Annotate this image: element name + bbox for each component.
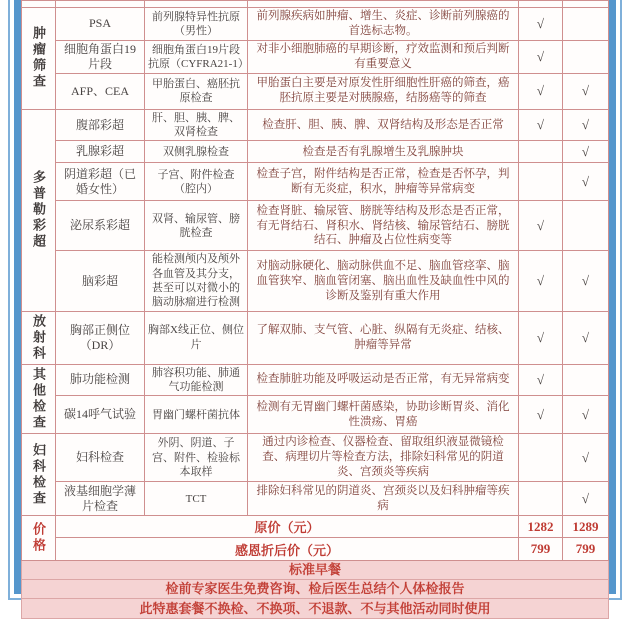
- subitem-cell: 细胞角蛋白19片段抗原（CYFRA21-1）: [145, 40, 248, 73]
- table-row: [22, 163, 609, 201]
- item-cell: 细胞角蛋白19片段: [56, 40, 145, 73]
- description-cell: 对脑动脉硬化、脑动脉供血不足、脑血管痉挛、脑血管狭窄、脑血管闭塞、脑出血性及缺血性中风的诊断及鉴别有重大作用: [248, 251, 519, 311]
- item-cell: AFP、CEA: [56, 73, 145, 109]
- check-icon: [519, 434, 563, 482]
- description-cell: 检查子宫，附件结构是否正常，检查是否怀孕，判断有无炎症，积水，肿瘤等异常病变: [248, 163, 519, 201]
- item-cell: PSA: [56, 8, 145, 41]
- check-icon: √: [563, 73, 609, 109]
- footer-band-terms: 此特惠套餐不换检、不换项、不退款、不与其他活动同时使用: [22, 598, 609, 618]
- description-cell: 检测有无胃幽门螺杆菌感染，协助诊断胃炎、消化性溃疡、胃癌: [248, 396, 519, 434]
- check-icon: √: [519, 364, 563, 396]
- item-cell: 肺功能检测: [56, 364, 145, 396]
- table-row: [22, 40, 609, 73]
- description-cell: 排除妇科常见的阴道炎、宫颈炎以及妇科肿瘤等疾病: [248, 482, 519, 516]
- table-row: [22, 516, 609, 538]
- check-icon: √: [519, 251, 563, 311]
- check-icon: √: [563, 311, 609, 364]
- description-cell: 前列腺疾病如肿瘤、增生、炎症、诊断前列腺癌的首选标志物。: [248, 8, 519, 41]
- item-cell: [56, 1, 145, 8]
- check-icon: √: [563, 251, 609, 311]
- table-row: [22, 8, 609, 41]
- discount-price-label: 感恩折后价（元）: [56, 538, 519, 561]
- item-cell: 碳14呼气试验: [56, 396, 145, 434]
- subitem-cell: 胃幽门螺杆菌抗体: [145, 396, 248, 434]
- subitem-cell: 能检测颅内及颅外各血管及其分支，甚至可以对微小的脑动脉瘤进行检测: [145, 251, 248, 311]
- subitem-cell: 子宫、附件检查（腔内）: [145, 163, 248, 201]
- subitem-cell: TCT: [145, 482, 248, 516]
- subitem-cell: 外阴、阴道、子宫、附件、检验标本取样: [145, 434, 248, 482]
- description-cell: 检查肾脏、输尿管、膀胱等结构及形态是否正常，有无肾结石、肾积水、肾结核、输尿管结石、膀胱结石、肿瘤及占位性病变等: [248, 201, 519, 251]
- item-cell: 妇科检查: [56, 434, 145, 482]
- table-row: [22, 1, 609, 8]
- item-cell: 乳腺彩超: [56, 141, 145, 163]
- checkup-items-table: [21, 0, 609, 619]
- subitem-cell: [145, 1, 248, 8]
- table-row: [22, 482, 609, 516]
- check-icon: √: [563, 396, 609, 434]
- check-icon: √: [563, 163, 609, 201]
- original-price-package2: 1289: [563, 516, 609, 538]
- item-cell: 阴道彩超（已婚女性）: [56, 163, 145, 201]
- table-row: [22, 109, 609, 141]
- check-icon: [563, 8, 609, 41]
- description-cell: 对非小细胞肺癌的早期诊断，疗效监测和预后判断有重要意义: [248, 40, 519, 73]
- category-cell-tumor-screening: 肿瘤筛查: [22, 8, 56, 110]
- table-row: [22, 364, 609, 396]
- check-icon: [563, 201, 609, 251]
- checkup-table-wrap: [21, 0, 609, 616]
- description-cell: [248, 1, 519, 8]
- table-row: [22, 579, 609, 598]
- description-cell: 了解双肺、支气管、心脏、纵隔有无炎症、结核、肿瘤等异常: [248, 311, 519, 364]
- table-row: [22, 73, 609, 109]
- check-icon: √: [563, 141, 609, 163]
- subitem-cell: 双侧乳腺检查: [145, 141, 248, 163]
- check-icon: [519, 141, 563, 163]
- item-cell: 脑彩超: [56, 251, 145, 311]
- item-cell: 腹部彩超: [56, 109, 145, 141]
- table-row: [22, 396, 609, 434]
- check-icon: √: [563, 434, 609, 482]
- description-cell: 甲胎蛋白主要是对原发性肝细胞性肝癌的筛查，癌胚抗原主要是对胰腺癌，结肠癌等的筛查: [248, 73, 519, 109]
- footer-band-breakfast: 标准早餐: [22, 561, 609, 580]
- footer-band-consult: 检前专家医生免费咨询、检后医生总结个人体检报告: [22, 579, 609, 598]
- check-icon: √: [519, 109, 563, 141]
- subitem-cell: 胸部X线正位、侧位片: [145, 311, 248, 364]
- category-cell-radiology: 放射科: [22, 311, 56, 364]
- item-cell: 泌尿系彩超: [56, 201, 145, 251]
- category-cell-doppler-ultrasound: 多普勒彩超: [22, 109, 56, 311]
- check-icon: √: [519, 311, 563, 364]
- check-icon: √: [519, 8, 563, 41]
- table-row: [22, 598, 609, 618]
- check-cell-package1: [519, 1, 563, 8]
- description-cell: 检查是否有乳腺增生及乳腺肿块: [248, 141, 519, 163]
- table-row: [22, 434, 609, 482]
- check-icon: [563, 40, 609, 73]
- item-cell: 胸部正侧位（DR）: [56, 311, 145, 364]
- table-row: [22, 561, 609, 580]
- category-cell-gynecology: 妇科检查: [22, 434, 56, 516]
- subitem-cell: 肝、胆、胰、脾、双肾检查: [145, 109, 248, 141]
- discount-price-package2: 799: [563, 538, 609, 561]
- subitem-cell: 双肾、输尿管、膀胱检查: [145, 201, 248, 251]
- check-icon: [563, 364, 609, 396]
- description-cell: 检查肺脏功能及呼吸运动是否正常，有无异常病变: [248, 364, 519, 396]
- category-cell-other-exams: 其他检查: [22, 364, 56, 434]
- category-cell-price: 价格: [22, 516, 56, 561]
- table-row: [22, 201, 609, 251]
- table-row: [22, 311, 609, 364]
- category-cell: [22, 1, 56, 8]
- description-cell: 检查肝、胆、胰、脾、双肾结构及形态是否正常: [248, 109, 519, 141]
- description-cell: 通过内诊检查、仪器检查、留取组织液显微镜检查、病理切片等检查方法，排除妇科常见的阴道炎、宫颈炎等疾病: [248, 434, 519, 482]
- item-cell: 液基细胞学薄片检查: [56, 482, 145, 516]
- subitem-cell: 肺容积功能、肺通气功能检测: [145, 364, 248, 396]
- check-icon: [519, 482, 563, 516]
- discount-price-package1: 799: [519, 538, 563, 561]
- check-cell-package2: [563, 1, 609, 8]
- original-price-package1: 1282: [519, 516, 563, 538]
- table-row: [22, 538, 609, 561]
- check-icon: √: [563, 482, 609, 516]
- subitem-cell: 甲胎蛋白、癌胚抗原检查: [145, 73, 248, 109]
- table-row: [22, 141, 609, 163]
- subitem-cell: 前列腺特异性抗原（男性）: [145, 8, 248, 41]
- original-price-label: 原价（元）: [56, 516, 519, 538]
- check-icon: √: [519, 201, 563, 251]
- table-row: [22, 251, 609, 311]
- check-icon: √: [563, 109, 609, 141]
- check-icon: [519, 163, 563, 201]
- check-icon: √: [519, 40, 563, 73]
- check-icon: √: [519, 396, 563, 434]
- check-icon: √: [519, 73, 563, 109]
